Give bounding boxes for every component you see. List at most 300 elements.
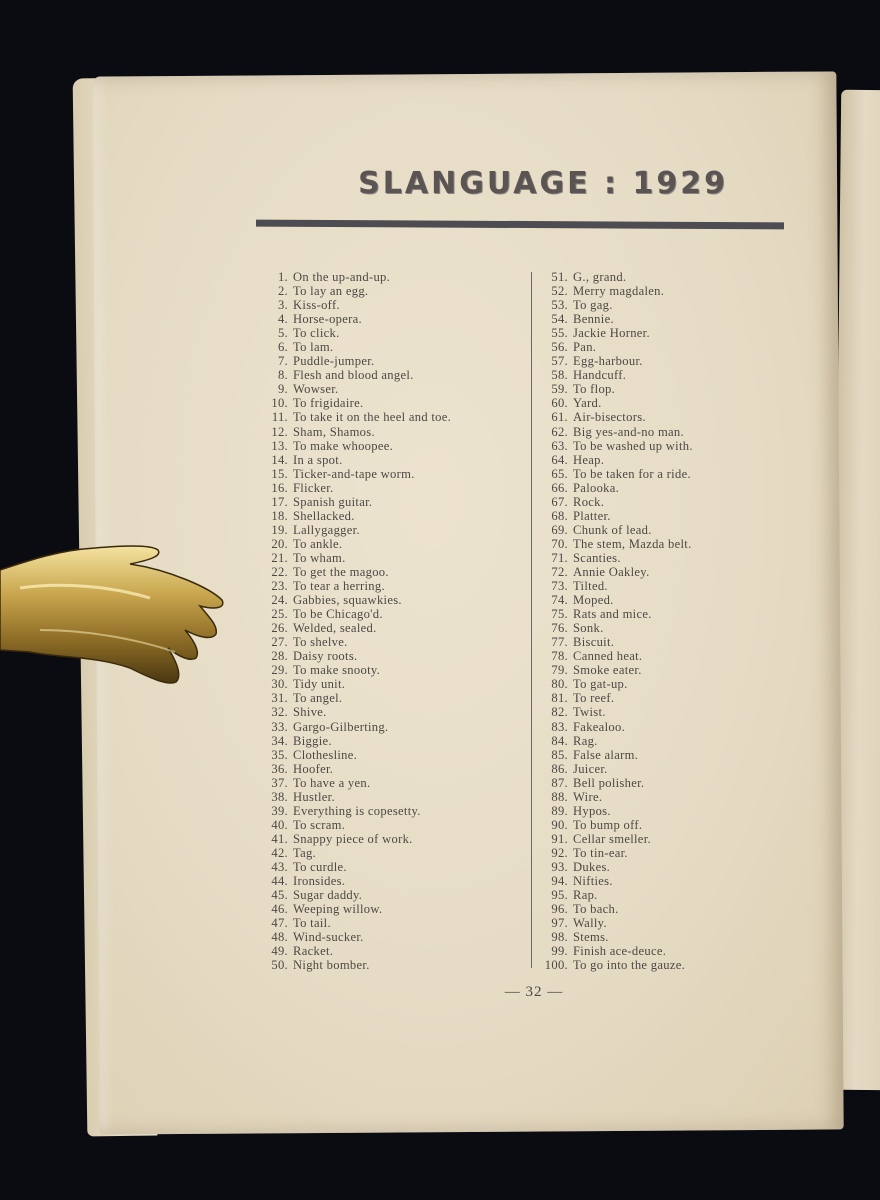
entry-text: Puddle-jumper. [293, 354, 375, 369]
entry-text: Horse-opera. [293, 312, 362, 327]
slang-entry [262, 691, 451, 705]
entry-number: 18. [271, 508, 288, 523]
entry-text: To bump off. [573, 817, 643, 832]
slang-entry [262, 551, 451, 565]
slang-entry [262, 677, 451, 691]
page-number: — 32 — [504, 984, 564, 1000]
entry-number: 38. [271, 789, 288, 804]
entry-number: 58. [551, 368, 568, 383]
slang-entry [262, 523, 451, 537]
slang-entry [538, 649, 693, 663]
slang-list-right [538, 270, 693, 972]
slang-entry [538, 734, 693, 748]
slang-entry [538, 916, 693, 930]
slang-entry [262, 607, 451, 621]
slang-entry [262, 930, 451, 944]
entry-number: 90. [551, 817, 568, 832]
entry-number: 42. [271, 845, 288, 860]
entry-text: Weeping willow. [293, 902, 383, 917]
entry-number: 93. [551, 859, 568, 874]
entry-number: 39. [271, 803, 288, 818]
slang-entry [538, 944, 693, 958]
entry-text: Merry magdalen. [573, 284, 665, 299]
entry-text: Flicker. [293, 480, 334, 495]
entry-number: 96. [551, 902, 568, 917]
slang-entry [262, 832, 451, 846]
entry-text: Cellar smeller. [573, 831, 651, 846]
entry-number: 16. [271, 480, 288, 495]
entry-text: To make snooty. [293, 663, 381, 678]
slang-entry [262, 396, 451, 410]
slang-entry [262, 888, 451, 902]
entry-text: On the up-and-up. [293, 270, 391, 284]
entry-text: To be taken for a ride. [573, 466, 691, 481]
slang-entry [538, 551, 693, 565]
entry-text: Heap. [573, 452, 605, 467]
slang-entry [538, 523, 693, 537]
slang-entry [262, 439, 451, 453]
entry-text: To flop. [573, 382, 616, 397]
slang-entry [538, 312, 693, 326]
slang-entry [262, 790, 451, 804]
entry-text: Wally. [573, 916, 607, 931]
entry-text: Twist. [573, 705, 606, 720]
entry-number: 92. [551, 845, 568, 860]
entry-text: To ankle. [293, 536, 343, 551]
entry-text: Sham, Shamos. [293, 424, 375, 439]
entry-text: To take it on the heel and toe. [293, 410, 452, 425]
slang-entry [538, 298, 693, 312]
entry-number: 32. [271, 705, 288, 720]
entry-text: Sugar daddy. [293, 888, 363, 903]
slang-entry [538, 860, 693, 874]
entry-text: Daisy roots. [293, 649, 358, 664]
entry-text: To bach. [573, 902, 619, 917]
entry-text: Egg-harbour. [573, 354, 643, 369]
entry-number: 36. [271, 761, 288, 776]
slang-entry [538, 467, 693, 481]
slang-entry [538, 593, 693, 607]
entry-number: 13. [271, 438, 288, 453]
slang-entry [538, 776, 693, 790]
slang-entry [262, 340, 451, 354]
entry-number: 19. [271, 522, 288, 537]
entry-number: 64. [551, 452, 568, 467]
entry-text: To tear a herring. [293, 579, 385, 594]
slang-entry [538, 453, 693, 467]
entry-text: Handcuff. [573, 368, 627, 383]
slang-entry [538, 874, 693, 888]
entry-text: To lay an egg. [293, 284, 369, 299]
slang-entry [262, 579, 451, 593]
slang-entry [262, 509, 451, 523]
entry-number: 65. [551, 466, 568, 481]
entry-text: Platter. [573, 508, 611, 523]
entry-text: Canned heat. [573, 649, 643, 664]
entry-number: 100. [544, 958, 568, 973]
entry-text: Spanish guitar. [293, 494, 373, 509]
slang-entry [538, 705, 693, 719]
entry-number: 86. [551, 761, 568, 776]
slang-entry [538, 382, 693, 396]
entry-text: To click. [293, 326, 340, 341]
entry-text: Moped. [573, 593, 614, 608]
entry-number: 1. [277, 270, 288, 284]
entry-number: 83. [551, 719, 568, 734]
entry-number: 43. [271, 859, 288, 874]
slang-entry [538, 565, 693, 579]
entry-number: 98. [551, 930, 568, 945]
entry-number: 22. [271, 564, 288, 579]
slang-entry [262, 762, 451, 776]
entry-text: Wind-sucker. [293, 930, 364, 945]
slang-entry [538, 368, 693, 382]
entry-number: 77. [551, 635, 568, 650]
entry-text: Yard. [573, 396, 602, 411]
slang-entry [262, 368, 451, 382]
slang-entry [538, 762, 693, 776]
entry-number: 3. [277, 298, 288, 313]
entry-text: Shellacked. [293, 508, 355, 523]
slang-entry [538, 804, 693, 818]
slang-entry [262, 649, 451, 663]
slang-entry [262, 804, 451, 818]
slang-entry [538, 790, 693, 804]
slang-entry [262, 734, 451, 748]
entry-number: 54. [551, 312, 568, 327]
entry-number: 9. [277, 382, 288, 397]
entry-number: 47. [271, 916, 288, 931]
entry-number: 27. [271, 635, 288, 650]
slang-entry [262, 860, 451, 874]
entry-text: Tidy unit. [293, 677, 346, 692]
entry-number: 79. [551, 663, 568, 678]
entry-number: 72. [551, 564, 568, 579]
entry-text: Bell polisher. [573, 775, 645, 790]
entry-number: 88. [551, 789, 568, 804]
entry-number: 6. [277, 340, 288, 355]
slang-entry [538, 621, 693, 635]
entry-text: Chunk of lead. [573, 522, 652, 537]
entry-number: 61. [551, 410, 568, 425]
entry-text: Racket. [293, 944, 334, 959]
entry-text: Rock. [573, 494, 605, 509]
slang-entry [262, 537, 451, 551]
entry-number: 49. [271, 944, 288, 959]
slang-entry [538, 958, 693, 972]
entry-number: 52. [551, 284, 568, 299]
entry-text: Ironsides. [293, 874, 346, 889]
slang-entry [262, 776, 451, 790]
entry-number: 31. [271, 691, 288, 706]
entry-text: The stem, Mazda belt. [573, 536, 692, 551]
slang-entry [262, 621, 451, 635]
entry-number: 66. [551, 480, 568, 495]
entry-number: 81. [551, 691, 568, 706]
slang-entry [262, 495, 451, 509]
slang-entry [538, 888, 693, 902]
entry-text: To gat-up. [573, 677, 628, 692]
slang-entry [262, 720, 451, 734]
entry-number: 62. [551, 424, 568, 439]
entry-text: Scanties. [573, 550, 621, 565]
entry-number: 48. [271, 930, 288, 945]
entry-number: 2. [277, 284, 288, 299]
entry-number: 75. [551, 607, 568, 622]
entry-text: Gabbies, squawkies. [293, 593, 402, 608]
slang-entry [262, 565, 451, 579]
entry-text: Dukes. [573, 859, 611, 874]
entry-number: 46. [271, 902, 288, 917]
entry-number: 29. [271, 663, 288, 678]
slang-entry [262, 382, 451, 396]
slang-entry [538, 818, 693, 832]
entry-number: 55. [551, 326, 568, 341]
entry-text: Tilted. [573, 579, 608, 594]
entry-text: Palooka. [573, 480, 620, 495]
slang-entry [538, 284, 693, 298]
slang-entry [262, 298, 451, 312]
entry-text: Biscuit. [573, 635, 615, 650]
slang-entry [262, 410, 451, 424]
slang-entry [262, 958, 451, 972]
entry-text: Bennie. [573, 312, 614, 327]
entry-text: To scram. [293, 817, 346, 832]
slang-entry [538, 439, 693, 453]
entry-text: Rag. [573, 733, 598, 748]
slang-entry [262, 481, 451, 495]
entry-text: Flesh and blood angel. [293, 368, 414, 383]
entry-number: 71. [551, 550, 568, 565]
entry-number: 80. [551, 677, 568, 692]
entry-text: To get the magoo. [293, 564, 389, 579]
slang-entry [538, 509, 693, 523]
entry-number: 21. [271, 550, 288, 565]
entry-text: To be washed up with. [573, 438, 693, 453]
slang-entry [262, 944, 451, 958]
entry-text: Welded, sealed. [293, 621, 377, 636]
entry-text: To gag. [573, 298, 613, 313]
slang-entry [262, 284, 451, 298]
entry-text: Shive. [293, 705, 327, 720]
slang-entry [262, 663, 451, 677]
entry-text: Finish ace-deuce. [573, 944, 667, 959]
entry-text: Pan. [573, 340, 597, 355]
entry-text: False alarm. [573, 747, 639, 762]
entry-text: To shelve. [293, 635, 348, 650]
entry-number: 56. [551, 340, 568, 355]
entry-number: 41. [271, 831, 288, 846]
entry-text: Biggie. [293, 733, 332, 748]
entry-text: Lallygagger. [293, 522, 360, 537]
entry-number: 85. [551, 747, 568, 762]
entry-number: 30. [271, 677, 288, 692]
entry-number: 67. [551, 494, 568, 509]
slang-entry [538, 720, 693, 734]
entry-text: Stems. [573, 930, 609, 945]
entry-text: To go into the gauze. [573, 958, 686, 973]
entry-text: Ticker-and-tape worm. [293, 466, 415, 481]
slang-entry [538, 410, 693, 424]
entry-number: 15. [271, 466, 288, 481]
slang-entry [262, 354, 451, 368]
slang-entry [538, 425, 693, 439]
slang-entry [262, 425, 451, 439]
entry-text: To wham. [293, 550, 346, 565]
entry-number: 20. [271, 536, 288, 551]
entry-number: 50. [271, 958, 288, 973]
entry-number: 76. [551, 621, 568, 636]
entry-number: 25. [271, 607, 288, 622]
entry-number: 12. [271, 424, 288, 439]
slang-entry [538, 832, 693, 846]
slang-entry [262, 902, 451, 916]
slang-entry [538, 495, 693, 509]
entry-text: Smoke eater. [573, 663, 642, 678]
entry-text: To tail. [293, 916, 331, 931]
slang-entry [538, 326, 693, 340]
entry-number: 53. [551, 298, 568, 313]
entry-text: Annie Oakley. [573, 564, 650, 579]
entry-text: To frigidaire. [293, 396, 364, 411]
entry-text: To angel. [293, 691, 343, 706]
entry-text: Night bomber. [293, 958, 370, 973]
entry-number: 97. [551, 916, 568, 931]
slang-list-left [262, 270, 451, 972]
entry-text: To reef. [573, 691, 615, 706]
entry-number: 89. [551, 803, 568, 818]
entry-text: Fakealoo. [573, 719, 626, 734]
slang-entry [538, 537, 693, 551]
entry-number: 59. [551, 382, 568, 397]
brass-hand-clip-icon [0, 530, 230, 710]
entry-number: 10. [271, 396, 288, 411]
entry-number: 78. [551, 649, 568, 664]
entry-number: 68. [551, 508, 568, 523]
slang-entry [538, 748, 693, 762]
entry-text: To have a yen. [293, 775, 371, 790]
entry-number: 35. [271, 747, 288, 762]
entry-text: Big yes-and-no man. [573, 424, 684, 439]
entry-number: 11. [271, 410, 288, 425]
entry-text: To lam. [293, 340, 334, 355]
entry-number: 57. [551, 354, 568, 369]
entry-number: 17. [271, 494, 288, 509]
entry-number: 45. [271, 888, 288, 903]
slang-entry [262, 312, 451, 326]
slang-entry [262, 635, 451, 649]
slang-entry [538, 354, 693, 368]
entry-number: 4. [277, 312, 288, 327]
entry-number: 95. [551, 888, 568, 903]
entry-number: 8. [277, 368, 288, 383]
entry-number: 69. [551, 522, 568, 537]
entry-text: Clothesline. [293, 747, 358, 762]
entry-text: Sonk. [573, 621, 604, 636]
slang-entry [538, 270, 693, 284]
entry-text: Hypos. [573, 803, 611, 818]
entry-text: To curdle. [293, 859, 347, 874]
slang-entry [262, 874, 451, 888]
slang-entry [262, 593, 451, 607]
slang-entry [538, 340, 693, 354]
slang-entry [262, 453, 451, 467]
slang-entry [262, 467, 451, 481]
entry-number: 44. [271, 874, 288, 889]
entry-number: 73. [551, 579, 568, 594]
entry-number: 99. [551, 944, 568, 959]
entry-text: Rap. [573, 888, 598, 903]
entry-text: In a spot. [293, 452, 343, 467]
entry-text: Wowser. [293, 382, 339, 397]
entry-text: Juicer. [573, 761, 608, 776]
entry-text: Hustler. [293, 789, 335, 804]
slang-entry [538, 635, 693, 649]
entry-number: 74. [551, 593, 568, 608]
slang-entry [262, 846, 451, 860]
slang-entry [538, 579, 693, 593]
entry-number: 23. [271, 579, 288, 594]
slang-entry [538, 481, 693, 495]
entry-number: 51. [551, 270, 568, 284]
slang-entry [262, 818, 451, 832]
slang-entry [262, 705, 451, 719]
slang-entry [538, 607, 693, 621]
entry-text: Kiss-off. [293, 298, 340, 313]
slang-entry [262, 916, 451, 930]
entry-text: Hoofer. [293, 761, 334, 776]
entry-number: 91. [551, 831, 568, 846]
entry-number: 37. [271, 775, 288, 790]
entry-number: 24. [271, 593, 288, 608]
entry-number: 87. [551, 775, 568, 790]
page-title: SLANGUAGE : 1929 [358, 166, 728, 201]
entry-text: Snappy piece of work. [293, 831, 413, 846]
entry-text: Wire. [573, 789, 603, 804]
slang-entry [538, 902, 693, 916]
entry-number: 70. [551, 536, 568, 551]
slang-entry [538, 691, 693, 705]
entry-number: 33. [271, 719, 288, 734]
entry-text: G., grand. [573, 270, 627, 284]
slang-entry [538, 846, 693, 860]
slang-entry [262, 326, 451, 340]
slang-entry [538, 663, 693, 677]
entry-number: 82. [551, 705, 568, 720]
entry-number: 7. [277, 354, 288, 369]
entry-number: 34. [271, 733, 288, 748]
entry-text: Tag. [293, 845, 317, 860]
entry-number: 26. [271, 621, 288, 636]
entry-number: 60. [551, 396, 568, 411]
entry-number: 14. [271, 452, 288, 467]
entry-text: To make whoopee. [293, 438, 394, 453]
entry-text: Jackie Horner. [573, 326, 650, 341]
entry-number: 5. [277, 326, 288, 341]
entry-text: Nifties. [573, 874, 613, 889]
entry-text: Everything is copesetty. [293, 803, 421, 818]
entry-text: Rats and mice. [573, 607, 652, 622]
slang-entry [538, 677, 693, 691]
column-divider [531, 272, 532, 968]
entry-number: 28. [271, 649, 288, 664]
entry-number: 40. [271, 817, 288, 832]
entry-text: To tin-ear. [573, 845, 628, 860]
slang-entry [538, 396, 693, 410]
entry-text: Gargo-Gilberting. [293, 719, 389, 734]
entry-number: 94. [551, 874, 568, 889]
slang-entry [538, 930, 693, 944]
